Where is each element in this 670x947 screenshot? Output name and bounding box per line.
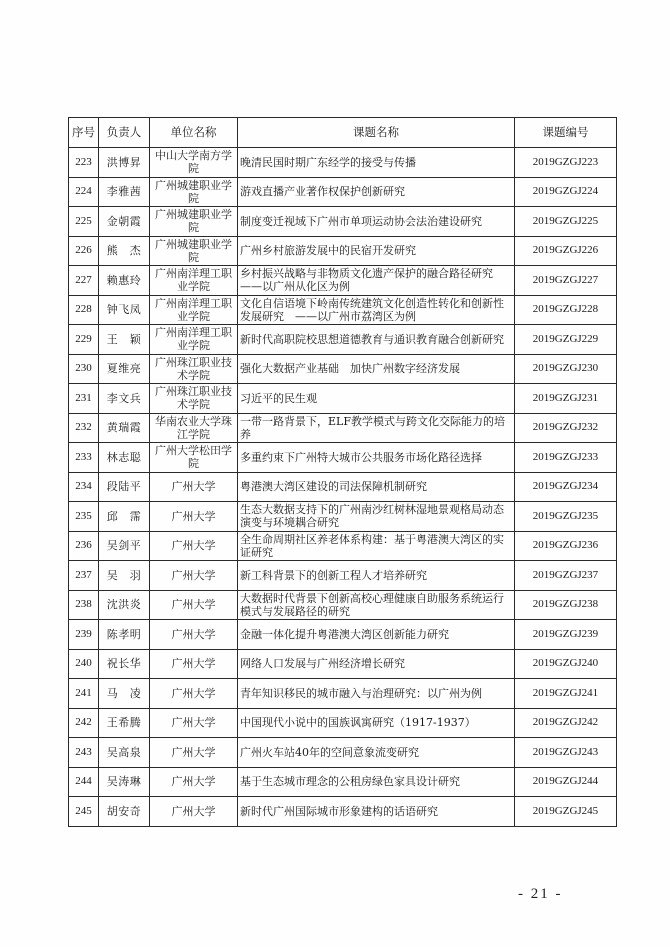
cell-serial-number: 235 xyxy=(69,502,99,532)
cell-person-in-charge: 王希腾 xyxy=(99,708,150,738)
cell-project-code: 2019GZGJ230 xyxy=(515,354,617,384)
cell-unit-name: 广州大学 xyxy=(150,472,238,502)
cell-project-code: 2019GZGJ236 xyxy=(515,531,617,561)
cell-serial-number: 234 xyxy=(69,472,99,502)
table-row xyxy=(69,384,617,414)
cell-project-code: 2019GZGJ234 xyxy=(515,472,617,502)
table-body xyxy=(69,148,617,827)
cell-unit-name: 广州城建职业学院 xyxy=(150,207,238,237)
cell-project-code: 2019GZGJ226 xyxy=(515,236,617,266)
cell-project-title: 新时代高职院校思想道德教育与通识教育融合创新研究 xyxy=(238,325,515,355)
cell-person-in-charge: 吴剑平 xyxy=(99,531,150,561)
table-row xyxy=(69,266,617,296)
cell-project-title: 全生命周期社区养老体系构建：基于粤港澳大湾区的实证研究 xyxy=(238,531,515,561)
cell-project-title: 青年知识移民的城市融入与治理研究：以广州为例 xyxy=(238,679,515,709)
header-project-code: 课题编号 xyxy=(515,118,617,148)
cell-person-in-charge: 黄瑞霞 xyxy=(99,413,150,443)
cell-person-in-charge: 李文兵 xyxy=(99,384,150,414)
cell-serial-number: 227 xyxy=(69,266,99,296)
cell-serial-number: 236 xyxy=(69,531,99,561)
cell-project-code: 2019GZGJ227 xyxy=(515,266,617,296)
cell-project-title: 粤港澳大湾区建设的司法保障机制研究 xyxy=(238,472,515,502)
cell-unit-name: 广州南洋理工职业学院 xyxy=(150,295,238,325)
cell-project-code: 2019GZGJ242 xyxy=(515,708,617,738)
cell-project-title: 晚清民国时期广东经学的接受与传播 xyxy=(238,148,515,178)
cell-serial-number: 232 xyxy=(69,413,99,443)
table-row xyxy=(69,797,617,827)
cell-serial-number: 230 xyxy=(69,354,99,384)
cell-person-in-charge: 段陆平 xyxy=(99,472,150,502)
cell-person-in-charge: 金朝霞 xyxy=(99,207,150,237)
cell-project-code: 2019GZGJ223 xyxy=(515,148,617,178)
cell-unit-name: 广州大学 xyxy=(150,738,238,768)
cell-unit-name: 广州南洋理工职业学院 xyxy=(150,325,238,355)
cell-serial-number: 242 xyxy=(69,708,99,738)
cell-unit-name: 广州城建职业学院 xyxy=(150,236,238,266)
cell-person-in-charge: 吴涛琳 xyxy=(99,767,150,797)
cell-person-in-charge: 马 凌 xyxy=(99,679,150,709)
cell-person-in-charge: 吴 羽 xyxy=(99,561,150,591)
cell-unit-name: 广州大学 xyxy=(150,649,238,679)
cell-project-code: 2019GZGJ237 xyxy=(515,561,617,591)
cell-person-in-charge: 李雅茜 xyxy=(99,177,150,207)
cell-project-title: 一带一路背景下，ELF教学模式与跨文化交际能力的培养 xyxy=(238,413,515,443)
table-row xyxy=(69,590,617,620)
project-table xyxy=(68,117,617,827)
cell-unit-name: 华南农业大学珠江学院 xyxy=(150,413,238,443)
cell-person-in-charge: 邱 霈 xyxy=(99,502,150,532)
cell-unit-name: 中山大学南方学院 xyxy=(150,148,238,178)
cell-project-code: 2019GZGJ224 xyxy=(515,177,617,207)
cell-person-in-charge: 陈孝明 xyxy=(99,620,150,650)
table-row xyxy=(69,236,617,266)
table-row xyxy=(69,177,617,207)
header-person-in-charge: 负责人 xyxy=(99,118,150,148)
table-row xyxy=(69,325,617,355)
table-row xyxy=(69,354,617,384)
cell-serial-number: 226 xyxy=(69,236,99,266)
table-row xyxy=(69,531,617,561)
cell-project-title: 新工科背景下的创新工程人才培养研究 xyxy=(238,561,515,591)
cell-project-code: 2019GZGJ232 xyxy=(515,413,617,443)
table-row xyxy=(69,708,617,738)
cell-project-code: 2019GZGJ233 xyxy=(515,443,617,473)
table-row xyxy=(69,207,617,237)
cell-unit-name: 广州大学 xyxy=(150,708,238,738)
cell-project-title: 文化自信语境下岭南传统建筑文化创造性转化和创新性发展研究 ——以广州市荔湾区为例 xyxy=(238,295,515,325)
table-row xyxy=(69,620,617,650)
cell-unit-name: 广州大学 xyxy=(150,620,238,650)
cell-project-code: 2019GZGJ238 xyxy=(515,590,617,620)
cell-project-code: 2019GZGJ245 xyxy=(515,797,617,827)
cell-unit-name: 广州大学 xyxy=(150,561,238,591)
table-row xyxy=(69,148,617,178)
cell-unit-name: 广州大学 xyxy=(150,531,238,561)
cell-person-in-charge: 夏维亮 xyxy=(99,354,150,384)
cell-project-code: 2019GZGJ240 xyxy=(515,649,617,679)
cell-project-title: 中国现代小说中的国族讽寓研究（1917-1937） xyxy=(238,708,515,738)
cell-serial-number: 233 xyxy=(69,443,99,473)
cell-project-title: 大数据时代背景下创新高校心理健康自助服务系统运行模式与发展路径的研究 xyxy=(238,590,515,620)
cell-project-title: 习近平的民生观 xyxy=(238,384,515,414)
cell-serial-number: 231 xyxy=(69,384,99,414)
cell-project-title: 强化大数据产业基础 加快广州数字经济发展 xyxy=(238,354,515,384)
cell-project-title: 广州火车站40年的空间意象流变研究 xyxy=(238,738,515,768)
cell-project-code: 2019GZGJ243 xyxy=(515,738,617,768)
cell-serial-number: 239 xyxy=(69,620,99,650)
cell-project-code: 2019GZGJ244 xyxy=(515,767,617,797)
cell-person-in-charge: 王 颖 xyxy=(99,325,150,355)
header-unit-name: 单位名称 xyxy=(150,118,238,148)
cell-project-code: 2019GZGJ235 xyxy=(515,502,617,532)
cell-project-title: 制度变迁视域下广州市单项运动协会法治建设研究 xyxy=(238,207,515,237)
cell-serial-number: 243 xyxy=(69,738,99,768)
table-row xyxy=(69,767,617,797)
cell-serial-number: 240 xyxy=(69,649,99,679)
cell-unit-name: 广州大学 xyxy=(150,797,238,827)
cell-project-title: 多重约束下广州特大城市公共服务市场化路径选择 xyxy=(238,443,515,473)
cell-person-in-charge: 熊 杰 xyxy=(99,236,150,266)
table-row xyxy=(69,295,617,325)
cell-serial-number: 225 xyxy=(69,207,99,237)
cell-serial-number: 224 xyxy=(69,177,99,207)
cell-project-title: 游戏直播产业著作权保护创新研究 xyxy=(238,177,515,207)
cell-serial-number: 223 xyxy=(69,148,99,178)
cell-unit-name: 广州南洋理工职业学院 xyxy=(150,266,238,296)
table-header-row xyxy=(69,118,617,148)
cell-serial-number: 244 xyxy=(69,767,99,797)
cell-person-in-charge: 赖惠玲 xyxy=(99,266,150,296)
cell-project-code: 2019GZGJ239 xyxy=(515,620,617,650)
cell-person-in-charge: 吴高泉 xyxy=(99,738,150,768)
cell-project-code: 2019GZGJ229 xyxy=(515,325,617,355)
cell-unit-name: 广州珠江职业技术学院 xyxy=(150,354,238,384)
header-project-title: 课题名称 xyxy=(238,118,515,148)
cell-serial-number: 237 xyxy=(69,561,99,591)
cell-serial-number: 238 xyxy=(69,590,99,620)
cell-serial-number: 245 xyxy=(69,797,99,827)
cell-project-title: 网络人口发展与广州经济增长研究 xyxy=(238,649,515,679)
cell-unit-name: 广州大学 xyxy=(150,590,238,620)
cell-project-code: 2019GZGJ228 xyxy=(515,295,617,325)
cell-project-title: 乡村振兴战略与非物质文化遗产保护的融合路径研究 ——以广州从化区为例 xyxy=(238,266,515,296)
cell-project-title: 基于生态城市理念的公租房绿色家具设计研究 xyxy=(238,767,515,797)
page-number: - 21 - xyxy=(518,886,563,902)
cell-person-in-charge: 林志聪 xyxy=(99,443,150,473)
table-row xyxy=(69,472,617,502)
cell-unit-name: 广州大学 xyxy=(150,679,238,709)
cell-project-title: 生态大数据支持下的广州南沙红树林湿地景观格局动态演变与环境耦合研究 xyxy=(238,502,515,532)
cell-person-in-charge: 胡安奇 xyxy=(99,797,150,827)
cell-person-in-charge: 洪博昇 xyxy=(99,148,150,178)
cell-person-in-charge: 钟飞凤 xyxy=(99,295,150,325)
table-row xyxy=(69,443,617,473)
cell-person-in-charge: 沈洪炎 xyxy=(99,590,150,620)
cell-project-title: 广州乡村旅游发展中的民宿开发研究 xyxy=(238,236,515,266)
cell-serial-number: 228 xyxy=(69,295,99,325)
cell-serial-number: 229 xyxy=(69,325,99,355)
cell-unit-name: 广州城建职业学院 xyxy=(150,177,238,207)
cell-project-title: 金融一体化提升粤港澳大湾区创新能力研究 xyxy=(238,620,515,650)
cell-serial-number: 241 xyxy=(69,679,99,709)
cell-project-code: 2019GZGJ241 xyxy=(515,679,617,709)
table-row xyxy=(69,679,617,709)
table-row xyxy=(69,502,617,532)
header-serial-number: 序号 xyxy=(69,118,99,148)
cell-unit-name: 广州大学 xyxy=(150,502,238,532)
cell-person-in-charge: 祝长华 xyxy=(99,649,150,679)
cell-unit-name: 广州大学 xyxy=(150,767,238,797)
cell-unit-name: 广州珠江职业技术学院 xyxy=(150,384,238,414)
cell-unit-name: 广州大学松田学院 xyxy=(150,443,238,473)
table-row xyxy=(69,413,617,443)
table-row xyxy=(69,738,617,768)
cell-project-code: 2019GZGJ231 xyxy=(515,384,617,414)
cell-project-title: 新时代广州国际城市形象建构的话语研究 xyxy=(238,797,515,827)
cell-project-code: 2019GZGJ225 xyxy=(515,207,617,237)
table-row xyxy=(69,561,617,591)
table-row xyxy=(69,649,617,679)
